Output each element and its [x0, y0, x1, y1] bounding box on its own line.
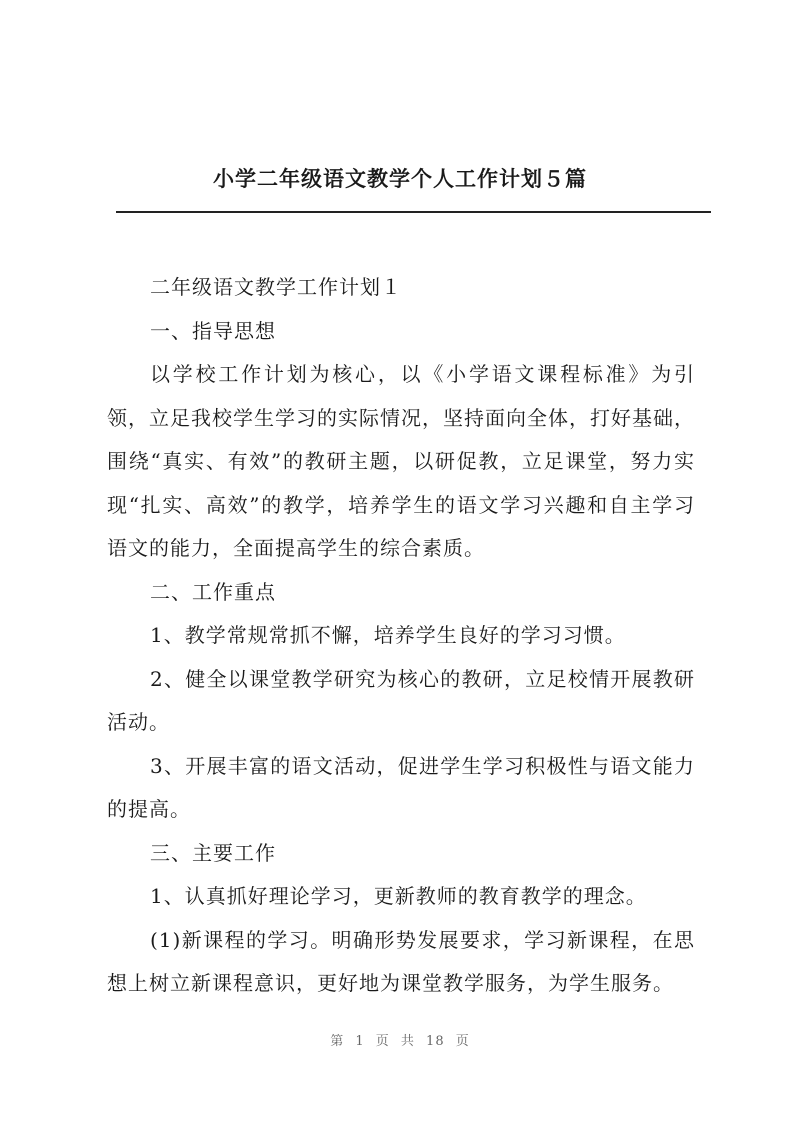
paragraph-main-work-1-sub: (1)新课程的学习。明确形势发展要求，学习新课程，在思想上树立新课程意识，更好地为课堂教学服务，为学生服务。: [107, 927, 695, 995]
paragraph-focus-2: 2、健全以课堂教学研究为核心的教研，立足校情开展教研活动。: [107, 666, 695, 734]
paragraph-focus-3: 3、开展丰富的语文活动，促进学生学习积极性与语文能力的提高。: [107, 753, 695, 821]
section-heading-main-work: 三、主要工作: [150, 840, 276, 865]
section-heading-work-focus: 二、工作重点: [150, 579, 276, 604]
document-title: 小学二年级语文教学个人工作计划５篇: [213, 166, 587, 191]
document-body: [107, 266, 695, 1006]
paragraph-plan-heading: 二年级语文教学工作计划１: [150, 275, 402, 299]
title-underline: [116, 211, 711, 213]
paragraph-focus-1: 1、教学常规常抓不懈，培养学生良好的学习习惯。: [150, 623, 626, 647]
page-number-footer: 第 1 页 共 18 页: [330, 1034, 470, 1049]
section-heading-guiding-ideology: 一、指导思想: [150, 318, 276, 343]
paragraph-guiding-ideology: 以学校工作计划为核心，以《小学语文课程标准》为引领，立足我校学生学习的实际情况，坚持面向全体，打好基础，围绕“真实、有效”的教研主题，以研促教，立足课堂，努力实现“扎实、高效”的教学，培养学生的语文学习兴趣和自主学习语文的能力，全面提高学生的综合素质。: [107, 362, 695, 560]
paragraph-main-work-1: 1、认真抓好理论学习，更新教师的教育教学的理念。: [150, 884, 647, 908]
